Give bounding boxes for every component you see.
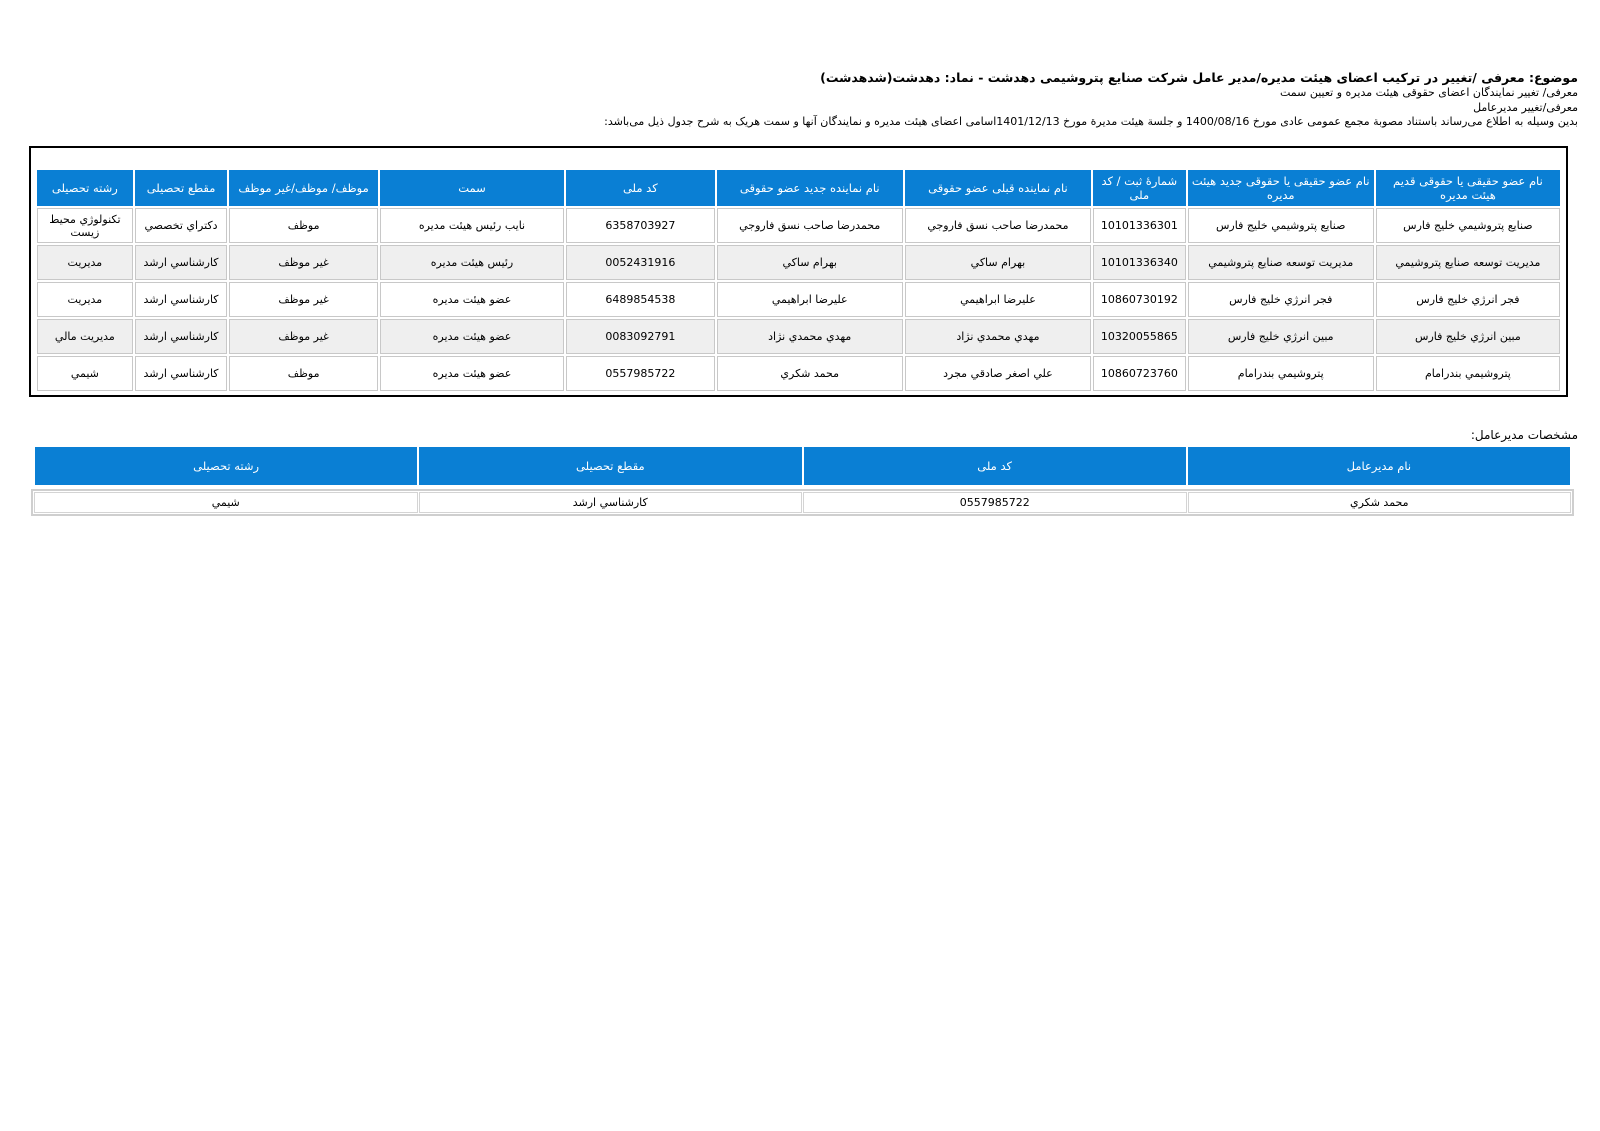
cell-new-representative: مهدي محمدي نژاد xyxy=(717,319,903,354)
cell-previous-representative: محمدرضا صاحب نسق فاروجي xyxy=(905,208,1091,243)
cell-registration-number: 10320055865 xyxy=(1093,319,1186,354)
subject-title: موضوع: معرفی /تغییر در ترکیب اعضای هیئت مدیره/مدیر عامل شرکت صنایع پتروشیمی دهدشت - نماد: دهدشت(شدهدشت) xyxy=(820,70,1578,85)
cell-employment-type: غير موظف xyxy=(229,245,378,280)
cell-national-id: 0052431916 xyxy=(566,245,715,280)
cell-ceo-field-of-study: شيمي xyxy=(34,492,418,513)
col-national-id: کد ملی xyxy=(566,170,715,206)
cell-previous-representative: مهدي محمدي نژاد xyxy=(905,319,1091,354)
cell-national-id: 0083092791 xyxy=(566,319,715,354)
cell-registration-number: 10101336340 xyxy=(1093,245,1186,280)
cell-field-of-study: شيمي xyxy=(37,356,133,391)
col-ceo-education-level: مقطع تحصیلی xyxy=(419,447,801,485)
cell-old-member: پتروشيمي بندرامام xyxy=(1376,356,1560,391)
ceo-table xyxy=(33,491,1572,514)
table-row xyxy=(37,319,1560,354)
cell-previous-representative: علي اصغر صادقي مجرد xyxy=(905,356,1091,391)
cell-registration-number: 10860730192 xyxy=(1093,282,1186,317)
col-education-level: مقطع تحصیلی xyxy=(135,170,228,206)
col-old-member: نام عضو حقیقی یا حقوقی قدیم هیئت مدیره xyxy=(1376,170,1560,206)
cell-new-member: پتروشيمي بندرامام xyxy=(1188,356,1374,391)
cell-employment-type: موظف xyxy=(229,208,378,243)
cell-education-level: كارشناسي ارشد xyxy=(135,245,228,280)
cell-position: عضو هيئت مديره xyxy=(380,319,564,354)
cell-position: رئيس هيئت مديره xyxy=(380,245,564,280)
cell-position: عضو هيئت مديره xyxy=(380,282,564,317)
cell-old-member: فجر انرژي خليج فارس xyxy=(1376,282,1560,317)
cell-ceo-national-id: 0557985722 xyxy=(803,492,1187,513)
cell-field-of-study: مديريت مالي xyxy=(37,319,133,354)
ceo-header-row xyxy=(35,447,1570,485)
cell-new-member: صنايع پتروشيمي خليج فارس xyxy=(1188,208,1374,243)
header-line-ceo-change: معرفی/تغییر مدیرعامل xyxy=(1473,100,1578,114)
table-row xyxy=(37,282,1560,317)
cell-old-member: مديريت توسعه صنايع پتروشيمي xyxy=(1376,245,1560,280)
col-new-representative: نام نماینده جدید عضو حقوقی xyxy=(717,170,903,206)
cell-new-member: مديريت توسعه صنايع پتروشيمي xyxy=(1188,245,1374,280)
cell-employment-type: موظف xyxy=(229,356,378,391)
header-line-representatives: معرفی/ تغییر نمایندگان اعضای حقوقی هیئت مدیره و تعیین سمت xyxy=(1279,86,1578,99)
board-table-frame xyxy=(29,146,1568,397)
table-row xyxy=(37,208,1560,243)
cell-new-representative: محمد شكري xyxy=(717,356,903,391)
cell-old-member: صنايع پتروشيمي خليج فارس xyxy=(1376,208,1560,243)
ceo-table-frame xyxy=(31,489,1574,516)
cell-registration-number: 10860723760 xyxy=(1093,356,1186,391)
col-ceo-national-id: کد ملی xyxy=(804,447,1186,485)
col-ceo-field-of-study: رشته تحصیلی xyxy=(35,447,417,485)
col-ceo-name: نام مدیرعامل xyxy=(1188,447,1570,485)
cell-education-level: كارشناسي ارشد xyxy=(135,319,228,354)
cell-registration-number: 10101336301 xyxy=(1093,208,1186,243)
cell-national-id: 6358703927 xyxy=(566,208,715,243)
cell-ceo-name: محمد شكري xyxy=(1188,492,1572,513)
cell-old-member: مبين انرژي خليج فارس xyxy=(1376,319,1560,354)
col-new-member: نام عضو حقیقی یا حقوقی جدید هیئت مدیره xyxy=(1188,170,1374,206)
ceo-section-label: مشخصات مدیرعامل: xyxy=(1470,428,1578,442)
cell-field-of-study: تكنولوژي محيط زيست xyxy=(37,208,133,243)
table-row xyxy=(37,245,1560,280)
cell-new-representative: محمدرضا صاحب نسق فاروجي xyxy=(717,208,903,243)
cell-position: عضو هيئت مديره xyxy=(380,356,564,391)
cell-new-representative: عليرضا ابراهيمي xyxy=(717,282,903,317)
col-position: سمت xyxy=(380,170,564,206)
table-row xyxy=(34,492,1571,513)
cell-new-member: فجر انرژي خليج فارس xyxy=(1188,282,1374,317)
cell-field-of-study: مديريت xyxy=(37,245,133,280)
cell-previous-representative: بهرام ساكي xyxy=(905,245,1091,280)
col-field-of-study: رشته تحصیلی xyxy=(37,170,133,206)
cell-education-level: كارشناسي ارشد xyxy=(135,356,228,391)
cell-national-id: 6489854538 xyxy=(566,282,715,317)
table-row xyxy=(37,356,1560,391)
cell-position: نايب رئيس هيئت مديره xyxy=(380,208,564,243)
header-line-announcement: بدین وسیله به اطلاع می‌رساند باستناد مصوبة مجمع عمومی عادی مورخ 1400/08/16 و جلسة هیئت مدیرة مورخ 1401/12/13اسامی اعضای هیئت مدیره و نمایندگان آنها و سمت هریک به شرح جدول ذیل می‌باشد: xyxy=(604,115,1578,128)
cell-employment-type: غير موظف xyxy=(229,319,378,354)
cell-new-representative: بهرام ساكي xyxy=(717,245,903,280)
document-header xyxy=(18,69,1578,130)
cell-national-id: 0557985722 xyxy=(566,356,715,391)
cell-ceo-education-level: كارشناسي ارشد xyxy=(419,492,803,513)
board-table-header-row xyxy=(37,170,1560,206)
cell-previous-representative: عليرضا ابراهيمي xyxy=(905,282,1091,317)
cell-education-level: كارشناسي ارشد xyxy=(135,282,228,317)
cell-employment-type: غير موظف xyxy=(229,282,378,317)
cell-field-of-study: مديريت xyxy=(37,282,133,317)
board-members-table xyxy=(35,168,1562,393)
cell-new-member: مبين انرژي خليج فارس xyxy=(1188,319,1374,354)
col-registration-number: شمارۀ ثبت / کد ملی xyxy=(1093,170,1186,206)
cell-education-level: دكتراي تخصصي xyxy=(135,208,228,243)
col-previous-representative: نام نماینده قبلی عضو حقوقی xyxy=(905,170,1091,206)
ceo-table-header xyxy=(33,445,1572,487)
col-employment-type: موظف/ موظف/غیر موظف xyxy=(229,170,378,206)
